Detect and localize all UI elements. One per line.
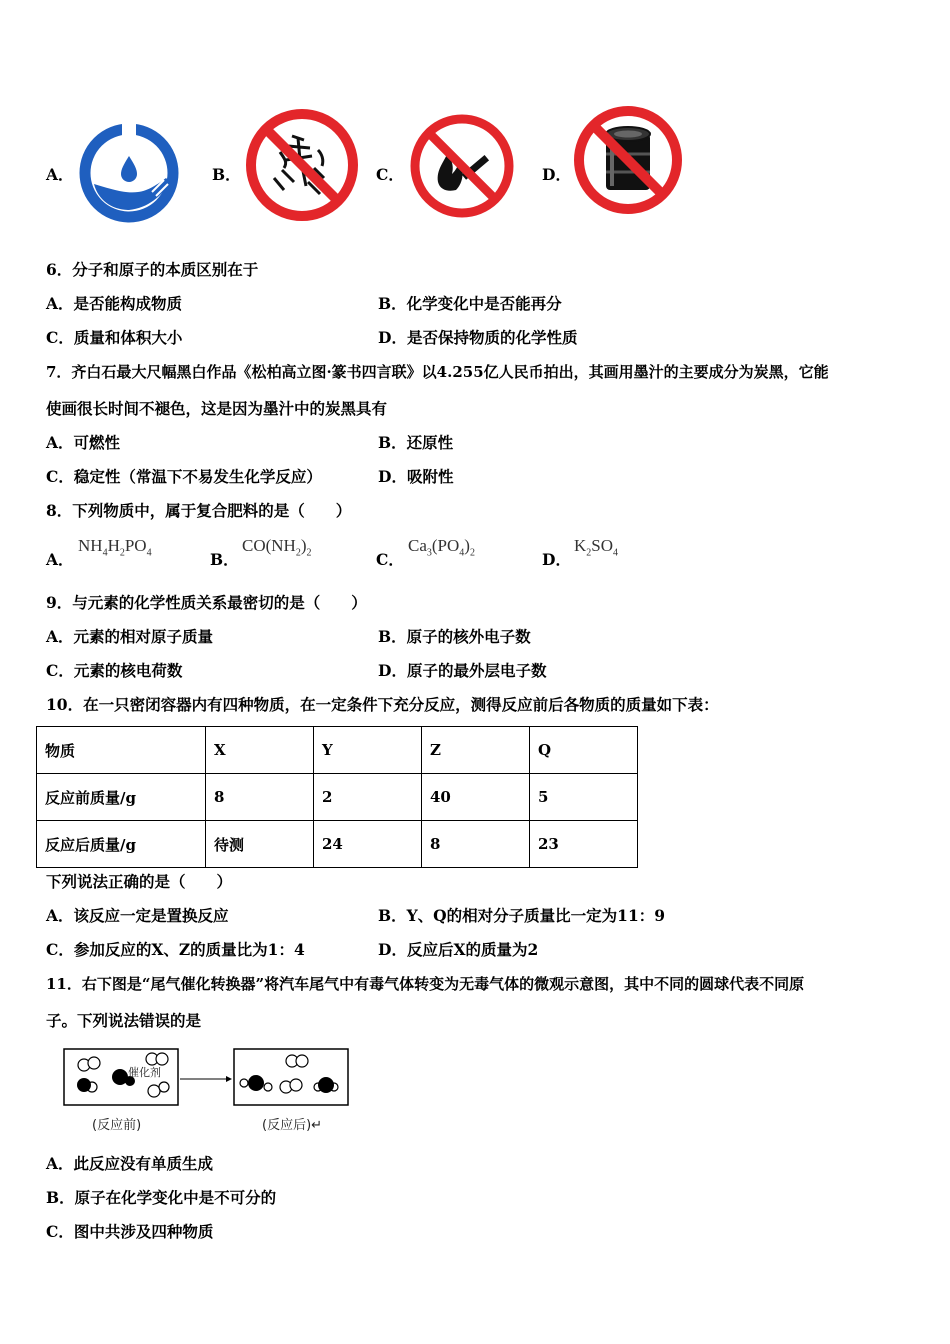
q8-option-b-label: B．	[210, 550, 239, 569]
table-cell: 23	[530, 821, 638, 868]
table-cell: Q	[530, 727, 638, 774]
q8-option-c-label: C．	[376, 550, 404, 569]
table-cell: 5	[530, 774, 638, 821]
q10-option-a: A．该反应一定是置换反应	[46, 906, 229, 925]
q8-stem: 8．下列物质中，属于复合肥料的是（ ）	[46, 501, 352, 520]
q11-option-c: C．图中共涉及四种物质	[46, 1222, 214, 1241]
q8-option-b-formula: $CO(NH_2)_2$	[242, 536, 312, 559]
sign-d-label: D．	[542, 165, 571, 184]
before-caption: (反应前)	[92, 1118, 142, 1133]
water-saving-icon	[78, 122, 180, 224]
q9-option-a: A．元素的相对原子质量	[46, 627, 214, 646]
q7-option-d: D．吸附性	[378, 467, 454, 486]
q7-stem-line1: 7．齐白石最大尺幅黑白作品《松柏高立图·篆书四言联》以4.255亿人民币拍出，其画用墨汁的主要成分为炭黑，它能	[46, 363, 829, 381]
table-cell: Y	[314, 727, 422, 774]
q10-option-b: B．Y、Q的相对分子质量比一定为11：9	[378, 906, 666, 925]
q11-option-a: A．此反应没有单质生成	[46, 1154, 214, 1173]
table-cell: 8	[422, 821, 530, 868]
q10-sub: 下列说法正确的是（ ）	[46, 872, 233, 891]
after-caption: (反应后)↵	[262, 1118, 323, 1133]
table-cell: 2	[314, 774, 422, 821]
no-oil-drum-sign-icon	[572, 104, 684, 216]
table-cell: Z	[422, 727, 530, 774]
q6-option-b: B．化学变化中是否能再分	[378, 294, 562, 313]
q10-option-c: C．参加反应的X、Z的质量比为1：4	[46, 940, 305, 959]
table-cell: 24	[314, 821, 422, 868]
table-cell: 反应后质量/g	[37, 821, 206, 868]
q10-option-d: D．反应后X的质量为2	[378, 940, 539, 959]
table-cell: 40	[422, 774, 530, 821]
reaction-diagram	[62, 1047, 352, 1111]
q7-stem-line2: 使画很长时间不褪色，这是因为墨汁中的炭黑具有	[46, 399, 388, 418]
table-cell: 8	[206, 774, 314, 821]
q8-option-d-formula: $K_2SO_4$	[574, 536, 619, 559]
q8-option-a-label: A．	[46, 550, 74, 569]
table-cell: 反应前质量/g	[37, 774, 206, 821]
q9-option-c: C．元素的核电荷数	[46, 661, 183, 680]
table-cell: X	[206, 727, 314, 774]
q7-option-b: B．还原性	[378, 433, 454, 452]
q6-option-c: C．质量和体积大小	[46, 328, 183, 347]
q6-option-a: A．是否能构成物质	[46, 294, 183, 313]
q11-option-b: B．原子在化学变化中是不可分的	[46, 1188, 277, 1207]
sign-c-label: C．	[376, 165, 404, 184]
q10-stem: 10．在一只密闭容器内有四种物质，在一定条件下充分反应，测得反应前后各物质的质量如下表：	[46, 695, 719, 714]
q8-option-a-formula: $NH_4H_2PO_4$	[78, 536, 152, 559]
q8-option-c-formula: $Ca_3(PO_4)_2$	[408, 536, 475, 559]
q8-option-d-label: D．	[542, 550, 571, 569]
q9-option-b: B．原子的核外电子数	[378, 627, 531, 646]
q9-option-d: D．原子的最外层电子数	[378, 661, 547, 680]
mass-table	[36, 726, 638, 868]
table-header-row	[37, 727, 638, 774]
no-smoking-sign-icon	[408, 112, 516, 220]
table-cell: 物质	[37, 727, 206, 774]
q11-stem-line1: 11．右下图是“尾气催化转换器”将汽车尾气中有毒气体转变为无毒气体的微观示意图，其中不同的圆球代表不同原	[46, 975, 805, 993]
q6-option-d: D．是否保持物质的化学性质	[378, 328, 578, 347]
q7-option-c: C．稳定性（常温下不易发生化学反应）	[46, 467, 322, 486]
table-row	[37, 774, 638, 821]
sign-a-label: A．	[46, 165, 74, 184]
table-row	[37, 821, 638, 868]
table-cell: 待测	[206, 821, 314, 868]
q9-stem: 9．与元素的化学性质关系最密切的是（ ）	[46, 593, 367, 612]
no-logging-sign-icon	[244, 108, 360, 222]
sign-b-label: B．	[212, 165, 241, 184]
q6-stem: 6．分子和原子的本质区别在于	[46, 260, 259, 279]
q7-option-a: A．可燃性	[46, 433, 121, 452]
catalyst-label: 催化剂	[128, 1066, 161, 1079]
q11-stem-line2: 子。下列说法错误的是	[46, 1011, 202, 1030]
